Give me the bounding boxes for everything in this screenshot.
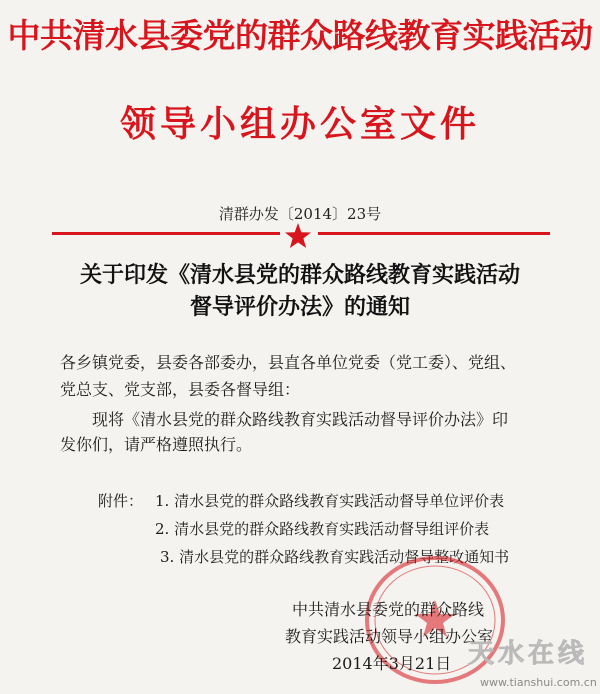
recipients-line1: 各乡镇党委，县委各部委办，县直各单位党委（党工委）、党组、 xyxy=(60,353,517,372)
notice-title-line2: 督导评价办法》的通知 xyxy=(189,294,410,320)
signature-line2: 教育实践活动领导小组办公室 xyxy=(285,627,494,646)
site-watermark xyxy=(420,622,600,694)
signature-line1: 中共清水县委党的群众路线 xyxy=(292,600,485,619)
notice-title-line1: 关于印发《清水县党的群众路线教育实践活动 xyxy=(79,262,520,288)
watermark-url: www.tianshui.com.cn xyxy=(480,676,597,689)
signature-date: 2014年3月21日 xyxy=(332,654,452,673)
red-star-icon xyxy=(284,222,312,250)
document-header-line1: 中共清水县委党的群众路线教育实践活动 xyxy=(7,16,593,55)
attachment-item-3: 3. 清水县党的群众路线教育实践活动督导整改通知书 xyxy=(160,548,510,566)
red-rule-right xyxy=(318,232,550,235)
body-paragraph-line1: 现将《清水县党的群众路线教育实践活动督导评价办法》印 xyxy=(92,410,509,429)
attachment-item-2: 2. 清水县党的群众路线教育实践活动督导组评价表 xyxy=(155,520,490,538)
watermark-text: 天水在线 xyxy=(468,639,589,669)
attachments-label: 附件： xyxy=(98,492,144,510)
document-number: 清群办发〔2014〕23号 xyxy=(218,205,382,223)
recipients-line2: 党总支、党支部，县委各督导组： xyxy=(60,380,301,399)
attachment-item-1: 1. 清水县党的群众路线教育实践活动督导单位评价表 xyxy=(155,492,505,510)
red-rule-left xyxy=(52,232,280,235)
document-header-line2: 领导小组办公室文件 xyxy=(119,103,480,145)
body-paragraph-line2: 发你们，请严格遵照执行。 xyxy=(60,435,253,454)
